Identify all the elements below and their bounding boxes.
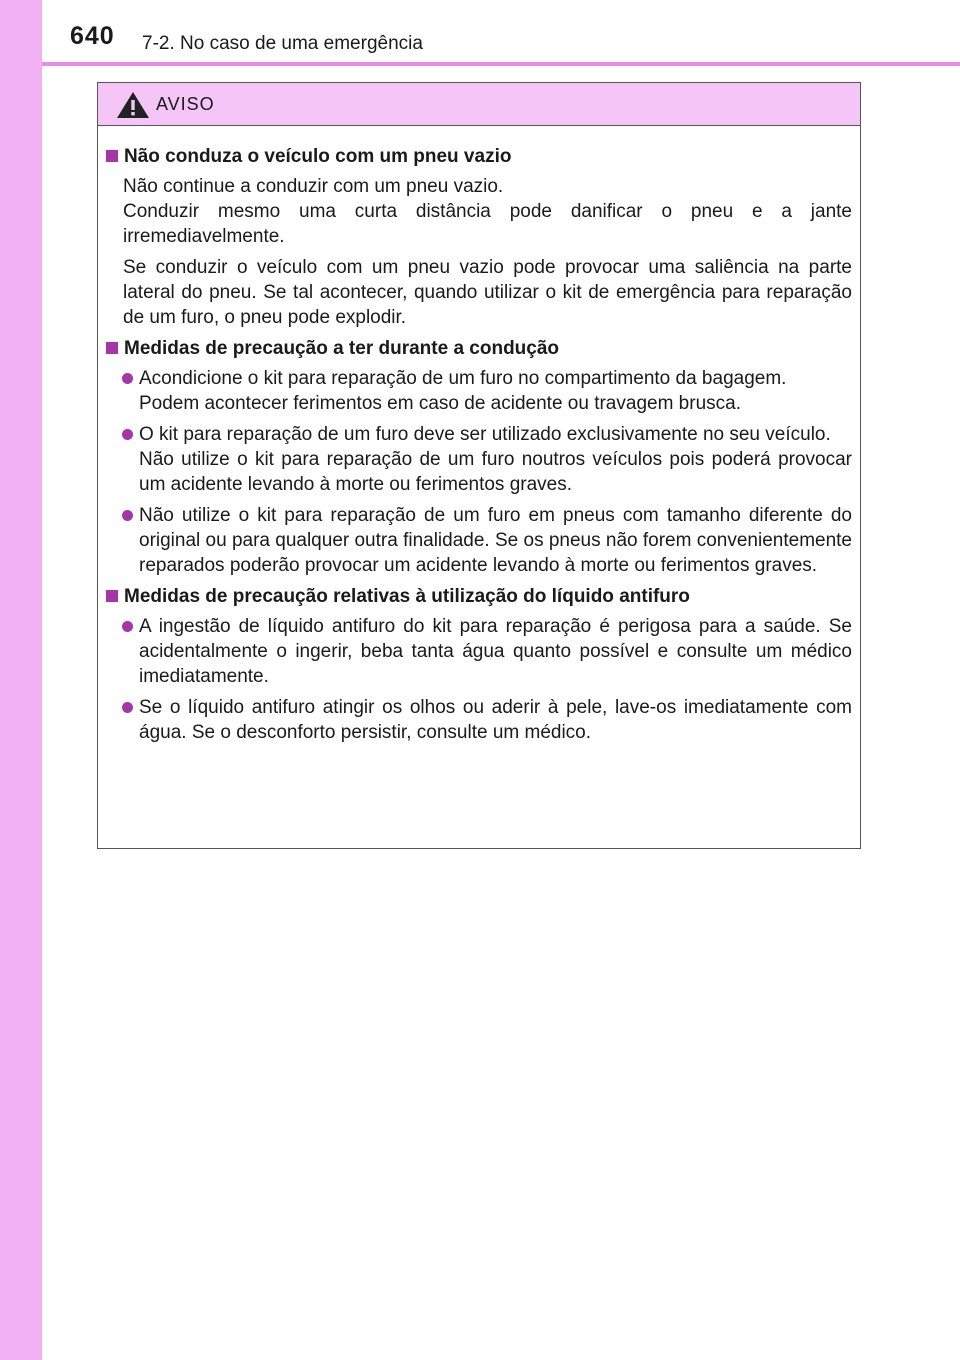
round-bullet-icon	[122, 621, 133, 632]
round-bullet-icon	[122, 702, 133, 713]
round-bullet-icon	[122, 429, 133, 440]
list-item-line: Não utilize o kit para reparação de um furo noutros veículos pois poderá provocar um acidente levando à morte ou ferimentos graves.	[139, 449, 852, 495]
section-heading	[106, 336, 852, 361]
list-item	[106, 366, 852, 416]
square-bullet-icon	[106, 150, 118, 162]
square-bullet-icon	[106, 590, 118, 602]
round-bullet-icon	[122, 510, 133, 521]
list-item-line: Podem acontecer ferimentos em caso de acidente ou travagem brusca.	[139, 393, 741, 414]
section-flat-tire	[106, 144, 852, 330]
warning-header	[98, 83, 860, 126]
header-rule	[42, 62, 960, 66]
list-item-text	[139, 366, 852, 416]
section-heading	[106, 584, 852, 609]
paragraph: Se conduzir o veículo com um pneu vazio pode provocar uma saliência na parte lateral do pneu. Se tal acontecer, quando utilizar o kit de emergência para reparação de um furo, o pneu pode explodir.	[123, 257, 852, 328]
list-item	[106, 695, 852, 745]
warning-triangle-icon	[116, 91, 150, 119]
list-item	[106, 503, 852, 578]
section-heading-text: Não conduza o veículo com um pneu vazio	[124, 146, 512, 167]
section-driving-precautions	[106, 336, 852, 578]
section-sealant-precautions	[106, 584, 852, 745]
section-heading-text: Medidas de precaução relativas à utilização do líquido antifuro	[124, 586, 690, 607]
section-heading-text: Medidas de precaução a ter durante a condução	[124, 338, 560, 359]
list-item-line: A ingestão de líquido antifuro do kit para reparação é perigosa para a saúde. Se acidentalmente o ingerir, beba tanta água quanto possível e consulte um médico imediatamente.	[139, 616, 852, 687]
warning-body	[98, 126, 860, 745]
list-item-text	[139, 422, 852, 497]
list-item-line: Se o líquido antifuro atingir os olhos ou aderir à pele, lave-os imediatamente com água. Se o desconforto persistir, consulte um médico.	[139, 697, 852, 743]
side-bar	[0, 0, 42, 1360]
list-item	[106, 614, 852, 689]
paragraph-group	[106, 255, 852, 330]
list-item-line: Não utilize o kit para reparação de um furo em pneus com tamanho diferente do original ou para qualquer outra finalidade. Se os pneus não forem convenientemente reparados poderão provocar um acidente levando à morte ou ferimentos graves.	[139, 505, 852, 576]
square-bullet-icon	[106, 342, 118, 354]
page-number: 640	[70, 22, 115, 50]
paragraph: Não continue a conduzir com um pneu vazio.	[123, 176, 504, 197]
list-item-text	[139, 503, 852, 578]
warning-box	[97, 82, 861, 849]
page-header	[42, 0, 960, 66]
paragraph: Conduzir mesmo uma curta distância pode danificar o pneu e a jante irremediavelmente.	[123, 201, 852, 247]
list-item-line: O kit para reparação de um furo deve ser utilizado exclusivamente no seu veículo.	[139, 424, 831, 445]
list-item-line: Acondicione o kit para reparação de um furo no compartimento da bagagem.	[139, 368, 787, 389]
paragraph-group	[106, 174, 852, 249]
list-item-text	[139, 695, 852, 745]
section-title: 7-2. No caso de uma emergência	[142, 33, 423, 54]
warning-label: AVISO	[156, 94, 215, 114]
list-item-text	[139, 614, 852, 689]
round-bullet-icon	[122, 373, 133, 384]
section-heading	[106, 144, 852, 169]
list-item	[106, 422, 852, 497]
